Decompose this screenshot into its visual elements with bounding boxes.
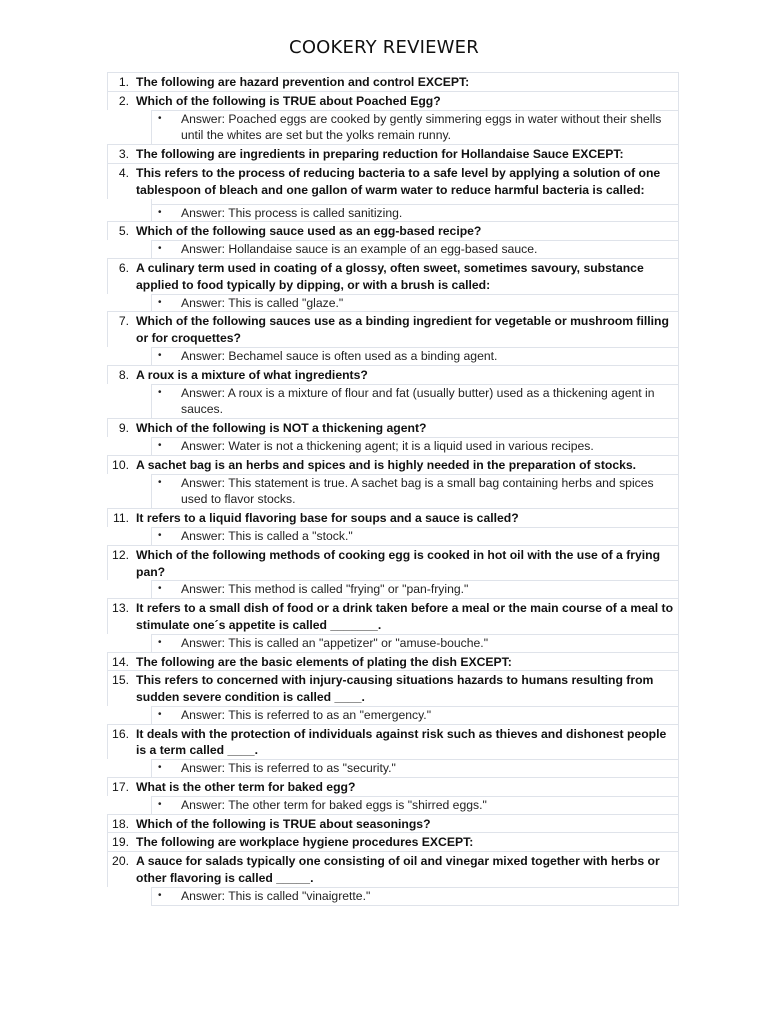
- answer-text: Answer: This is referred to as "security.": [181, 761, 396, 776]
- question-item: [107, 832, 679, 851]
- answer-item: [151, 110, 679, 145]
- answer-text: Answer: This is referred to as an "emergency.": [181, 707, 432, 722]
- question-text-row: [107, 311, 679, 347]
- bullet-icon: •: [158, 798, 162, 810]
- question-number: 17.: [112, 780, 129, 795]
- answer-item: [151, 634, 679, 652]
- question-text-row: [107, 365, 679, 384]
- question-text: The following are ingredients in preparing reduction for Hollandaise Sauce EXCEPT:: [136, 147, 624, 162]
- bullet-icon: •: [158, 206, 162, 218]
- answer-text: Answer: This is called "vinaigrette.": [181, 888, 371, 903]
- question-list: [107, 72, 679, 906]
- question-number: 13.: [112, 601, 129, 616]
- answer-text: Answer: The other term for baked eggs is "shirred eggs.": [181, 797, 487, 812]
- question-text-row: [107, 163, 679, 199]
- question-text-row: [107, 258, 679, 294]
- answer-text: Answer: Hollandaise sauce is an example of an egg-based sauce.: [181, 242, 538, 257]
- question-text: Which of the following is TRUE about Poached Egg?: [136, 93, 441, 108]
- question-text: A roux is a mixture of what ingredients?: [136, 367, 368, 382]
- question-text-row: [107, 144, 679, 163]
- question-text-row: [107, 418, 679, 437]
- question-number: 7.: [118, 314, 129, 329]
- question-text: It refers to a small dish of food or a drink taken before a meal or the main course of a meal to stimulate one´s appetite is called _______.: [136, 601, 674, 632]
- answer-text: Answer: This statement is true. A sachet bag is a small bag containing herbs and spices used to flavor stocks.: [181, 475, 654, 507]
- question-item: [107, 365, 679, 418]
- question-text: Which of the following methods of cooking egg is cooked in hot oil with the use of a frying pan?: [136, 547, 661, 579]
- question-text: What is the other term for baked egg?: [136, 780, 356, 795]
- question-item: [107, 814, 679, 833]
- question-text: Which of the following sauces use as a binding ingredient for vegetable or mushroom filling or for croquettes?: [136, 314, 669, 346]
- question-item: [107, 508, 679, 545]
- question-text: A sauce for salads typically one consisting of oil and vinegar mixed together with herbs or other flavoring is called _____.: [136, 854, 660, 886]
- question-text-row: [107, 652, 679, 671]
- bullet-icon: •: [158, 889, 162, 901]
- question-number: 3.: [118, 147, 129, 162]
- question-text: This refers to concerned with injury-causing situations hazards to humans resulting from sudden severe condition is called ____.: [136, 673, 654, 705]
- answer-item: [151, 527, 679, 545]
- question-number: 2.: [118, 93, 129, 108]
- question-number: 6.: [118, 260, 129, 275]
- question-text: Which of the following is TRUE about seasonings?: [136, 816, 431, 831]
- bullet-icon: •: [158, 439, 162, 451]
- question-text-row: [107, 777, 679, 796]
- question-text: It refers to a liquid flavoring base for soups and a sauce is called?: [136, 511, 519, 526]
- question-text-row: [107, 670, 679, 706]
- question-number: 12.: [112, 547, 129, 562]
- question-text: This refers to the process of reducing bacteria to a safe level by applying a solution of one tablespoon of bleach and one gallon of warm water to reduce harmful bacteria is called:: [136, 165, 661, 197]
- answer-text: Answer: This is called "glaze.": [181, 295, 344, 310]
- question-item: [107, 418, 679, 455]
- answer-item: [151, 294, 679, 312]
- answer-item: [151, 240, 679, 258]
- question-item: [107, 258, 679, 311]
- question-number: 8.: [118, 367, 129, 382]
- answer-text: Answer: This method is called "frying" or "pan-frying.": [181, 582, 469, 597]
- question-text: The following are hazard prevention and control EXCEPT:: [136, 75, 470, 89]
- bullet-icon: •: [158, 708, 162, 720]
- question-item: [107, 221, 679, 258]
- question-number: 4.: [118, 165, 129, 180]
- bullet-icon: •: [158, 296, 162, 308]
- answer-item: [151, 759, 679, 777]
- question-text: It deals with the protection of individuals against risk such as thieves and dishonest people is a term called ____.: [136, 726, 667, 758]
- question-text-row: [107, 455, 679, 474]
- question-text: A sachet bag is an herbs and spices and is highly needed in the preparation of stocks.: [136, 457, 637, 472]
- question-number: 1.: [118, 75, 129, 89]
- question-text: Which of the following sauce used as an egg-based recipe?: [136, 224, 482, 239]
- bullet-icon: •: [158, 243, 162, 255]
- question-number: 19.: [112, 835, 129, 850]
- question-item: [107, 163, 679, 221]
- answer-text: Answer: Poached eggs are cooked by gently simmering eggs in water without their shells until the whites are set but the yolks remain runny.: [181, 111, 662, 143]
- question-text-row: [107, 724, 679, 760]
- answer-item: [151, 437, 679, 455]
- question-number: 14.: [112, 654, 129, 669]
- answer-item: [151, 474, 679, 509]
- question-item: [107, 144, 679, 163]
- answer-item: [151, 887, 679, 905]
- question-number: 18.: [112, 816, 129, 831]
- question-text-row: [107, 832, 679, 851]
- answer-item: [151, 580, 679, 598]
- question-number: 9.: [118, 421, 129, 436]
- question-item: [107, 652, 679, 671]
- answer-item: [151, 796, 679, 814]
- answer-text: Answer: Water is not a thickening agent; it is a liquid used in various recipes.: [181, 438, 594, 453]
- question-number: 15.: [112, 673, 129, 688]
- question-item: [107, 91, 679, 144]
- question-text: A culinary term used in coating of a glossy, often sweet, sometimes savoury, substance applied to food typically by dipping, or with a brush is called:: [136, 260, 644, 292]
- question-number: 16.: [112, 726, 129, 741]
- question-text-row: [107, 72, 679, 91]
- question-text: The following are workplace hygiene procedures EXCEPT:: [136, 835, 474, 850]
- question-number: 20.: [112, 854, 129, 869]
- question-text-row: [107, 598, 679, 634]
- bullet-icon: •: [158, 386, 162, 398]
- answer-item: [151, 347, 679, 365]
- answer-text: Answer: A roux is a mixture of flour and fat (usually butter) used as a thickening agent in sauces.: [181, 385, 655, 417]
- bullet-icon: •: [158, 349, 162, 361]
- bullet-icon: •: [158, 583, 162, 595]
- answer-text: Answer: This process is called sanitizing.: [181, 205, 403, 220]
- answer-item: [151, 204, 679, 222]
- answer-item: [151, 706, 679, 724]
- question-item: [107, 777, 679, 814]
- question-item: [107, 724, 679, 777]
- question-text: The following are the basic elements of plating the dish EXCEPT:: [136, 654, 512, 669]
- question-item: [107, 598, 679, 651]
- question-item: [107, 545, 679, 598]
- question-item: [107, 851, 679, 904]
- question-item: [107, 72, 679, 91]
- question-text-row: [107, 851, 679, 887]
- answer-item: [151, 384, 679, 419]
- bullet-icon: •: [158, 636, 162, 648]
- question-item: [107, 311, 679, 364]
- document-title: COOKERY REVIEWER: [289, 37, 479, 58]
- bullet-icon: •: [158, 762, 162, 774]
- bullet-icon: •: [158, 529, 162, 541]
- question-text: Which of the following is NOT a thickening agent?: [136, 421, 427, 436]
- bullet-icon: •: [158, 112, 162, 124]
- question-number: 10.: [112, 457, 129, 472]
- answer-text: Answer: This is called a "stock.": [181, 528, 353, 543]
- question-item: [107, 455, 679, 508]
- question-item: [107, 670, 679, 723]
- question-text-row: [107, 221, 679, 240]
- bullet-icon: •: [158, 476, 162, 488]
- question-number: 5.: [118, 224, 129, 239]
- question-text-row: [107, 814, 679, 833]
- question-text-row: [107, 91, 679, 110]
- question-text-row: [107, 508, 679, 527]
- answer-text: Answer: Bechamel sauce is often used as a binding agent.: [181, 348, 498, 363]
- question-text-row: [107, 545, 679, 581]
- list-bottom-border: [151, 905, 679, 906]
- answer-text: Answer: This is called an "appetizer" or "amuse-bouche.": [181, 635, 489, 650]
- question-number: 11.: [112, 511, 129, 526]
